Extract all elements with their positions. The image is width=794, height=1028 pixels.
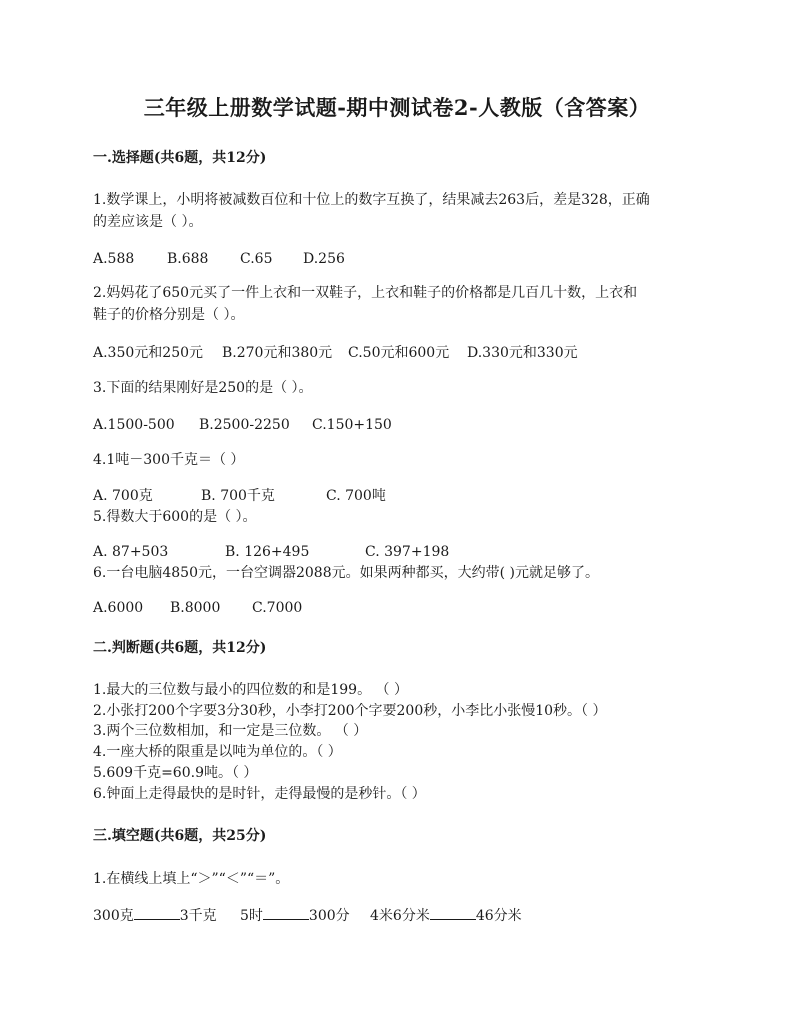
section-heading-judgement: 二.判断题(共6题，共12分) [93, 640, 267, 656]
page-title: 三年级上册数学试题-期中测试卷2-人教版（含答案） [143, 95, 651, 120]
question-3-option-b: B.2500-2250 [199, 417, 290, 433]
judgement-item-3: 3.两个三位数相加，和一定是三位数。 （ ） [93, 723, 368, 739]
question-4-option-b: B. 700千克 [201, 488, 275, 504]
fill-item-2-blank[interactable] [263, 907, 309, 920]
question-1-option-c: C.65 [240, 251, 273, 267]
question-5-option-a: A. 87+503 [93, 544, 169, 560]
judgement-item-6: 6.钟面上走得最快的是时针，走得最慢的是秒针。（ ） [93, 786, 426, 802]
question-1-line-2: 的差应该是（ ）。 [93, 214, 203, 230]
question-3-option-a: A.1500-500 [93, 417, 175, 433]
fill-item-2-right: 300分 [308, 908, 350, 924]
fill-item-3-right: 46分米 [475, 908, 522, 924]
fill-item-3-left: 4米6分米 [370, 908, 430, 924]
question-1-line-1: 1.数学课上，小明将被减数百位和十位上的数字互换了，结果减去263后，差是328，正确 [93, 192, 650, 208]
question-4-option-c: C. 700吨 [326, 488, 386, 504]
question-4-line-1: 4.1吨－300千克＝（ ） [93, 452, 245, 468]
fill-item-1-right: 3千克 [179, 908, 217, 924]
question-2-option-c: C.50元和600元 [348, 345, 450, 361]
judgement-item-4: 4.一座大桥的限重是以吨为单位的。（ ） [93, 744, 342, 760]
question-5-option-b: B. 126+495 [225, 544, 310, 560]
question-1-option-a: A.588 [93, 251, 135, 267]
question-5-line-1: 5.得数大于600的是（ ）。 [93, 509, 257, 525]
question-2-option-a: A.350元和250元 [93, 345, 204, 361]
fill-question-1-line-1: 1.在横线上填上“＞”“＜”“＝”。 [93, 871, 290, 887]
judgement-item-1: 1.最大的三位数与最小的四位数的和是199。 （ ） [93, 682, 408, 698]
question-6-option-c: C.7000 [252, 600, 303, 616]
question-1-option-b: B.688 [167, 251, 209, 267]
fill-item-1-blank[interactable] [134, 907, 180, 920]
fill-item-2-left: 5时 [240, 908, 263, 924]
question-2-option-b: B.270元和380元 [222, 345, 333, 361]
question-3-line-1: 3.下面的结果刚好是250的是（ ）。 [93, 380, 313, 396]
question-4-option-a: A. 700克 [93, 488, 153, 504]
question-6-line-1: 6.一台电脑4850元，一台空调器2088元。如果两种都买，大约带( )元就足够了。 [93, 565, 599, 581]
question-2-option-d: D.330元和330元 [467, 345, 578, 361]
question-6-option-b: B.8000 [170, 600, 221, 616]
judgement-item-5: 5.609千克=60.9吨。（ ） [93, 765, 258, 781]
question-1-option-d: D.256 [303, 251, 345, 267]
question-6-option-a: A.6000 [93, 600, 144, 616]
fill-item-2 [240, 906, 350, 926]
section-heading-fill-in: 三.填空题(共6题，共25分) [93, 828, 267, 844]
fill-item-1 [93, 906, 217, 926]
question-3-option-c: C.150+150 [312, 417, 392, 433]
fill-item-3-blank[interactable] [430, 907, 476, 920]
question-2-line-2: 鞋子的价格分别是（ ）。 [93, 307, 245, 323]
fill-item-3 [370, 906, 522, 926]
section-heading-choice: 一.选择题(共6题，共12分) [93, 150, 267, 166]
judgement-item-2: 2.小张打200个字要3分30秒，小李打200个字要200秒，小李比小张慢10秒。（ ） [93, 703, 607, 719]
question-2-line-1: 2.妈妈花了650元买了一件上衣和一双鞋子，上衣和鞋子的价格都是几百几十数，上衣和 [93, 285, 638, 301]
question-5-option-c: C. 397+198 [365, 544, 450, 560]
fill-item-1-left: 300克 [93, 908, 134, 924]
